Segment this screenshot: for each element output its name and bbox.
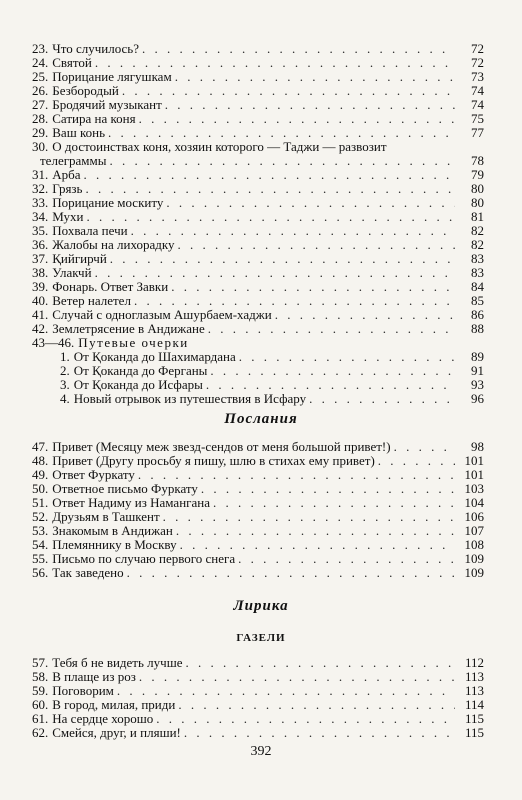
leader-dots [176,524,455,538]
toc-entry[interactable] [32,712,484,726]
entry-page: 115 [464,725,484,740]
toc-entry[interactable] [32,454,484,468]
entry-title: Землетрясение в Андижане [52,321,205,336]
entry-number: 60. [32,697,49,712]
toc-entry[interactable] [32,112,484,126]
entry-title: Племяннику в Москву [52,537,177,552]
leader-dots [127,566,455,580]
entry-page: 81 [471,209,484,224]
leader-dots [275,308,455,322]
leader-dots [86,210,455,224]
entry-title: Похвала печи [52,223,128,238]
entry-number: 47. [32,439,49,454]
entry-number: 42. [32,321,49,336]
entry-title: Ответ Надиму из Намангана [52,495,210,510]
entry-title: Привет (Другу просьбу я пишу, шлю в стихах ему привет) [52,453,375,468]
toc-entry[interactable] [32,468,484,482]
leader-dots [122,84,455,98]
toc-subentry[interactable] [32,378,484,392]
toc-entry[interactable] [32,252,484,266]
entry-number: 59. [32,683,49,698]
entry-title: Поговорим [52,683,114,698]
entry-number: 29. [32,125,49,140]
entry-page: 84 [471,279,484,294]
entry-title: телеграммы [40,153,107,168]
entry-page: 73 [471,69,484,84]
entry-page: 109 [464,551,484,566]
toc-block-2 [32,440,484,580]
toc-entry[interactable] [32,496,484,510]
entry-number: 51. [32,495,49,510]
entry-page: 72 [471,41,484,56]
page-number: 392 [250,744,272,759]
leader-dots [142,42,455,56]
entry-page: 107 [464,523,484,538]
entry-title: От Қоканда до Ферганы [73,363,208,378]
entry-page: 83 [471,251,484,266]
entry-title: Қийгирчй [52,251,107,266]
entry-title: Порицание лягушкам [52,69,172,84]
entry-page: 101 [464,467,484,482]
toc-entry[interactable] [32,482,484,496]
entry-title: О достоинствах коня, хозяин которого — Таджи — развозит [52,139,387,154]
leader-dots [86,182,456,196]
leader-dots [394,440,455,454]
entry-number: 24. [32,55,49,70]
entry-number: 62. [32,725,49,740]
leader-dots [134,294,455,308]
entry-number: 2. [60,363,70,378]
entry-page: 88 [471,321,484,336]
entry-number: 1. [60,349,70,364]
entry-title: На сердце хорошо [52,711,154,726]
entry-title: Сатира на коня [52,111,136,126]
toc-entry[interactable] [32,538,484,552]
leader-dots [238,552,455,566]
toc-entry[interactable] [32,266,484,280]
entry-page: 104 [464,495,484,510]
toc-block-1 [32,42,484,406]
toc-entry[interactable] [32,42,484,56]
leader-dots [95,266,455,280]
entry-number: 61. [32,711,49,726]
subsection-title-gazeli: ГАЗЕЛИ [236,632,286,644]
entry-number: 28. [32,111,49,126]
entry-title: Мухи [52,209,84,224]
leader-dots [213,496,455,510]
entry-title: Привет (Месяцу меж звезд-сендов от меня большой привет!) [52,439,391,454]
leader-dots [175,70,455,84]
toc-entry[interactable] [32,70,484,84]
entry-page: 79 [471,167,484,182]
entry-title: Жалобы на лихорадку [52,237,175,252]
entry-number: 53. [32,523,49,538]
entry-title: Что случилось? [52,41,139,56]
leader-dots [110,252,455,266]
entry-title: Ветер налетел [52,293,131,308]
toc-subentry[interactable] [32,350,484,364]
toc-entry[interactable] [32,336,484,350]
toc-entry[interactable] [32,168,484,182]
entry-title: Грязь [52,181,83,196]
entry-page: 103 [464,481,484,496]
entry-number: 25. [32,69,49,84]
entry-title: Фонарь. Ответ Завки [52,279,169,294]
entry-number: 40. [32,293,49,308]
leader-dots [110,154,456,168]
leader-dots [309,392,455,406]
leader-dots [185,656,455,670]
entry-title: Смейся, друг, и пляши! [52,725,181,740]
entry-page: 80 [471,195,484,210]
toc-entry-continuation[interactable] [32,154,484,168]
entry-number: 55. [32,551,49,566]
entry-number: 56. [32,565,49,580]
toc-entry[interactable] [32,670,484,684]
entry-page: 98 [471,439,484,454]
leader-dots [108,126,455,140]
toc-entry[interactable] [32,698,484,712]
entry-number: 4. [60,391,70,406]
leader-dots [206,378,455,392]
leader-dots [166,196,455,210]
leader-dots [165,98,455,112]
entry-number: 48. [32,453,49,468]
toc-entry[interactable] [32,140,484,154]
section-title-lirika: Лирика [233,598,289,614]
leader-dots [239,350,455,364]
entry-number: 50. [32,481,49,496]
entry-title: В город, милая, приди [52,697,176,712]
leader-dots [378,454,455,468]
entry-number: 52. [32,509,49,524]
toc-entry[interactable] [32,98,484,112]
entry-title: Случай с одноглазым Ашурбаем-хаджи [52,307,272,322]
entry-title: Путевые очерки [78,335,189,350]
entry-page: 74 [471,97,484,112]
toc-entry[interactable] [32,210,484,224]
leader-dots [95,56,455,70]
entry-number: 37. [32,251,49,266]
entry-number: 38. [32,265,49,280]
leader-dots [201,482,455,496]
leader-dots [163,510,455,524]
leader-dots [139,670,455,684]
leader-dots [180,538,455,552]
entry-page: 108 [464,537,484,552]
leader-dots [139,112,455,126]
toc-entry[interactable] [32,656,484,670]
entry-number: 41. [32,307,49,322]
toc-entry[interactable] [32,322,484,336]
entry-page: 112 [464,655,484,670]
entry-page: 86 [471,307,484,322]
leader-dots [131,224,455,238]
entry-title: Порицание москиту [52,195,164,210]
entry-page: 106 [464,509,484,524]
toc-subentry[interactable] [32,364,484,378]
entry-page: 80 [471,181,484,196]
entry-page: 96 [471,391,484,406]
entry-number: 26. [32,83,49,98]
toc-entry[interactable] [32,182,484,196]
entry-page: 114 [464,697,484,712]
entry-page: 113 [464,669,484,684]
toc-entry[interactable] [32,440,484,454]
toc-subentry[interactable] [32,392,484,406]
entry-number: 35. [32,223,49,238]
toc-entry[interactable] [32,126,484,140]
toc-entry[interactable] [32,294,484,308]
entry-number: 57. [32,655,49,670]
entry-number: 39. [32,279,49,294]
entry-page: 83 [471,265,484,280]
entry-title: Друзьям в Ташкент [52,509,160,524]
entry-number: 30. [32,139,49,154]
entry-title: Ответное письмо Фуркату [52,481,198,496]
toc-entry[interactable] [32,726,484,740]
entry-title: Тебя б не видеть лучше [52,655,183,670]
entry-page: 72 [471,55,484,70]
section-title-poslaniya: Послания [224,411,298,427]
entry-title: Улакчй [52,265,92,280]
toc-entry[interactable] [32,196,484,210]
entry-title: Безбородый [52,83,119,98]
entry-number: 3. [60,377,70,392]
entry-title: Знакомым в Андижан [52,523,173,538]
entry-number: 33. [32,195,49,210]
toc-entry[interactable] [32,238,484,252]
leader-dots [84,168,455,182]
toc-entry[interactable] [32,308,484,322]
entry-page: 115 [464,711,484,726]
entry-page: 91 [471,363,484,378]
toc-entry[interactable] [32,524,484,538]
toc-block-3 [32,656,484,740]
entry-number: 27. [32,97,49,112]
leader-dots [208,322,455,336]
entry-number: 32. [32,181,49,196]
entry-title: Ваш конь [52,125,105,140]
entry-page: 82 [471,237,484,252]
entry-number: 43—46. [32,335,75,350]
entry-number: 58. [32,669,49,684]
leader-dots [117,684,455,698]
leader-dots [178,238,456,252]
entry-number: 31. [32,167,49,182]
entry-page: 89 [471,349,484,364]
leader-dots [156,712,455,726]
entry-title: Бродячий музыкант [52,97,162,112]
entry-number: 36. [32,237,49,252]
toc-entry[interactable] [32,280,484,294]
toc-entry[interactable] [32,684,484,698]
leader-dots [178,698,455,712]
entry-title: От Қоканда до Шахимардана [73,349,236,364]
toc-entry[interactable] [32,552,484,566]
entry-page: 75 [471,111,484,126]
entry-page: 85 [471,293,484,308]
leader-dots [210,364,455,378]
entry-title: Письмо по случаю первого снега [52,551,236,566]
toc-entry[interactable] [32,510,484,524]
entry-page: 113 [464,683,484,698]
entry-number: 54. [32,537,49,552]
entry-page: 78 [471,153,484,168]
toc-entry[interactable] [32,84,484,98]
toc-entry[interactable] [32,56,484,70]
entry-page: 74 [471,83,484,98]
entry-title: Святой [52,55,92,70]
entry-number: 34. [32,209,49,224]
entry-page: 101 [464,453,484,468]
leader-dots [184,726,455,740]
toc-entry[interactable] [32,566,484,580]
entry-title: В плаще из роз [52,669,136,684]
toc-entry[interactable] [32,224,484,238]
entry-page: 109 [464,565,484,580]
leader-dots [138,468,455,482]
entry-title: Так заведено [52,565,124,580]
entry-title: Ответ Фуркату [52,467,135,482]
leader-dots [171,280,455,294]
entry-title: Новый отрывок из путешествия в Исфару [73,391,307,406]
entry-title: Арба [52,167,81,182]
entry-page: 93 [471,377,484,392]
entry-page: 82 [471,223,484,238]
entry-number: 23. [32,41,49,56]
entry-title: От Қоканда до Исфары [73,377,203,392]
entry-number: 49. [32,467,49,482]
entry-page: 77 [471,125,484,140]
